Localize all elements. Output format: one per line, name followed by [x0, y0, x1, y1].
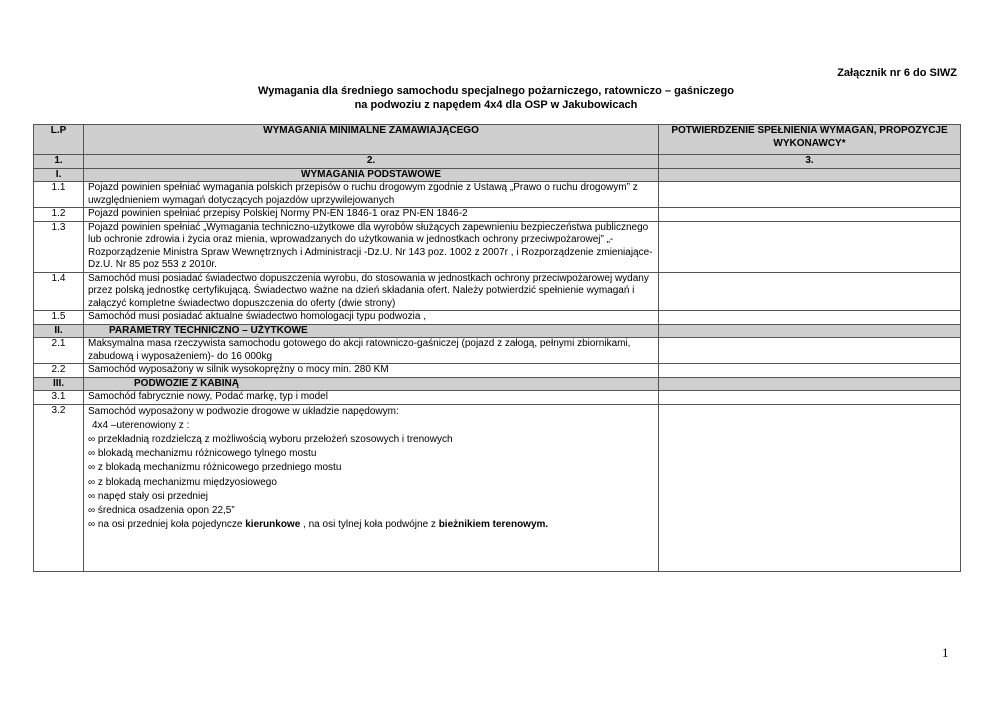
bullet-item [88, 504, 654, 518]
requirement-text: Samochód wyposażony w silnik wysokoprężny o mocy min. 280 KM [84, 364, 659, 378]
drive-subtitle: 4x4 –uterenowiony z : [92, 419, 190, 431]
row-number: 3.2 [34, 404, 84, 571]
section-title: WYMAGANIA PODSTAWOWE [84, 168, 659, 182]
drive-intro: Samochód wyposażony w podwozie drogowe w układzie napędowym: [88, 405, 399, 417]
requirement-text: Maksymalna masa rzeczywista samochodu gotowego do akcji ratowniczo-gaśniczej (pojazd z załogą, pełnymi zbiornikami, zabudową i wyposażeniem)- do 16 000kg [84, 338, 659, 364]
bullet-icon: ∞ [88, 504, 96, 516]
annex-label: Załącznik nr 6 do SIWZ [837, 67, 957, 79]
bullet-bold-text: bieżnikiem terenowym. [438, 519, 549, 531]
bullet-text: z blokadą mechanizmu międzyosiowego [97, 476, 277, 488]
confirmation-cell[interactable] [659, 208, 961, 222]
requirement-text: Pojazd powinien spełniać wymagania polskich przepisów o ruchu drogowym zgodnie z Ustawą „Prawo o ruchu drogowym” z uwzględnieniem wymagań dotyczących pojazdów uprzywilejowanych [84, 182, 659, 208]
row-number: 1.1 [34, 182, 84, 208]
confirmation-cell[interactable] [659, 311, 961, 325]
header-lp: L.P [34, 125, 84, 155]
section-row [34, 377, 961, 391]
table-header-row [34, 125, 961, 155]
table-row [34, 221, 961, 272]
bullet-icon: ∞ [88, 433, 96, 445]
document-title [0, 84, 992, 112]
section-empty-cell [659, 324, 961, 338]
confirmation-cell[interactable] [659, 404, 961, 571]
table-row [34, 391, 961, 405]
confirmation-cell[interactable] [659, 182, 961, 208]
requirement-text: Pojazd powinien spełniać „Wymagania techniczno-użytkowe dla wyrobów służących zapewnieniu bezpieczeństwa publicznego lub ochronie zdrowia i życia oraz mienia, wprowadzanych do użytkowania w jednostkach ochrony przeciwpożarowej” „-Rozporządzenie Ministra Spraw Wewnętrznych i Administracji -Dz.U. Nr 143 poz. 1002 z 2007r , i Rozporządzenie zmieniające-Dz.U. Nr 85 poz 553 z 2010r. [84, 221, 659, 272]
table-row [34, 338, 961, 364]
section-number: III. [34, 377, 84, 391]
row-number: 1.2 [34, 208, 84, 222]
bullet-icon: ∞ [88, 462, 96, 474]
bullet-text: średnica osadzenia opon 22,5” [97, 504, 235, 516]
confirmation-cell[interactable] [659, 221, 961, 272]
column-number: 1. [34, 155, 84, 169]
confirmation-cell[interactable] [659, 272, 961, 311]
section-title: PARAMETRY TECHNICZNO – UŻYTKOWE [84, 324, 659, 338]
requirement-text [84, 404, 659, 571]
row-number: 2.2 [34, 364, 84, 378]
bullet-text: napęd stały osi przedniej [97, 490, 208, 502]
bullet-item [88, 433, 654, 447]
section-number: II. [34, 324, 84, 338]
requirement-text: Pojazd powinien spełniać przepisy Polskiej Normy PN-EN 1846-1 oraz PN-EN 1846-2 [84, 208, 659, 222]
bullet-bold-text: kierunkowe [245, 519, 301, 531]
table-row [34, 404, 961, 571]
bullet-list [88, 433, 654, 518]
bullet-icon: ∞ [88, 519, 96, 531]
column-number: 2. [84, 155, 659, 169]
bullet-icon: ∞ [88, 448, 96, 460]
bullet-item [88, 518, 654, 532]
confirmation-cell[interactable] [659, 391, 961, 405]
confirmation-cell[interactable] [659, 364, 961, 378]
bullet-icon: ∞ [88, 490, 96, 502]
title-line-2: na podwoziu z napędem 4x4 dla OSP w Jakubowicach [354, 99, 638, 111]
column-number: 3. [659, 155, 961, 169]
section-empty-cell [659, 168, 961, 182]
bullet-icon: ∞ [88, 476, 96, 488]
section-empty-cell [659, 377, 961, 391]
table-row [34, 364, 961, 378]
bullet-text: z blokadą mechanizmu różnicowego przedniego mostu [97, 462, 342, 474]
bullet-item [88, 476, 654, 490]
requirements-table [33, 124, 961, 572]
section-row [34, 168, 961, 182]
section-title: PODWOZIE Z KABINĄ [84, 377, 659, 391]
section-row [34, 324, 961, 338]
row-number: 1.3 [34, 221, 84, 272]
header-confirmation: POTWIERDZENIE SPEŁNIENIA WYMAGAŃ, PROPOZYCJE WYKONAWCY* [659, 125, 961, 155]
bullet-text: na osi przedniej koła pojedyncze [97, 519, 246, 531]
table-row [34, 208, 961, 222]
table-row [34, 311, 961, 325]
bullet-text: przekładnią rozdzielczą z możliwością wyboru przełożeń szosowych i trenowych [97, 433, 453, 445]
requirement-text: Samochód musi posiadać świadectwo dopuszczenia wyrobu, do stosowania w jednostkach ochrony przeciwpożarowej wydany przez polską jednostkę certyfikującą. Świadectwo ważne na dzień składania ofert. Należy potwierdzić spełnienie wymagań i załączyć kompletne świadectwo dopuszczenia do oferty (dwie strony) [84, 272, 659, 311]
bullet-item [88, 461, 654, 475]
title-line-1: Wymagania dla średniego samochodu specjalnego pożarniczego, ratowniczo – gaśniczego [258, 85, 734, 97]
row-number: 1.5 [34, 311, 84, 325]
bullet-text: blokadą mechanizmu różnicowego tylnego mostu [97, 448, 317, 460]
column-number-row [34, 155, 961, 169]
row-number: 2.1 [34, 338, 84, 364]
table-row [34, 272, 961, 311]
header-requirements: WYMAGANIA MINIMALNE ZAMAWIAJĄCEGO [84, 125, 659, 155]
table-row [34, 182, 961, 208]
page-number: 1 [942, 645, 949, 660]
confirmation-cell[interactable] [659, 338, 961, 364]
section-number: I. [34, 168, 84, 182]
bullet-text: , na osi tylnej koła podwójne z [300, 519, 439, 531]
requirement-text: Samochód fabrycznie nowy, Podać markę, typ i model [84, 391, 659, 405]
bullet-item [88, 447, 654, 461]
row-number: 3.1 [34, 391, 84, 405]
bullet-item [88, 490, 654, 504]
row-number: 1.4 [34, 272, 84, 311]
requirement-text: Samochód musi posiadać aktualne świadectwo homologacji typu podwozia , [84, 311, 659, 325]
